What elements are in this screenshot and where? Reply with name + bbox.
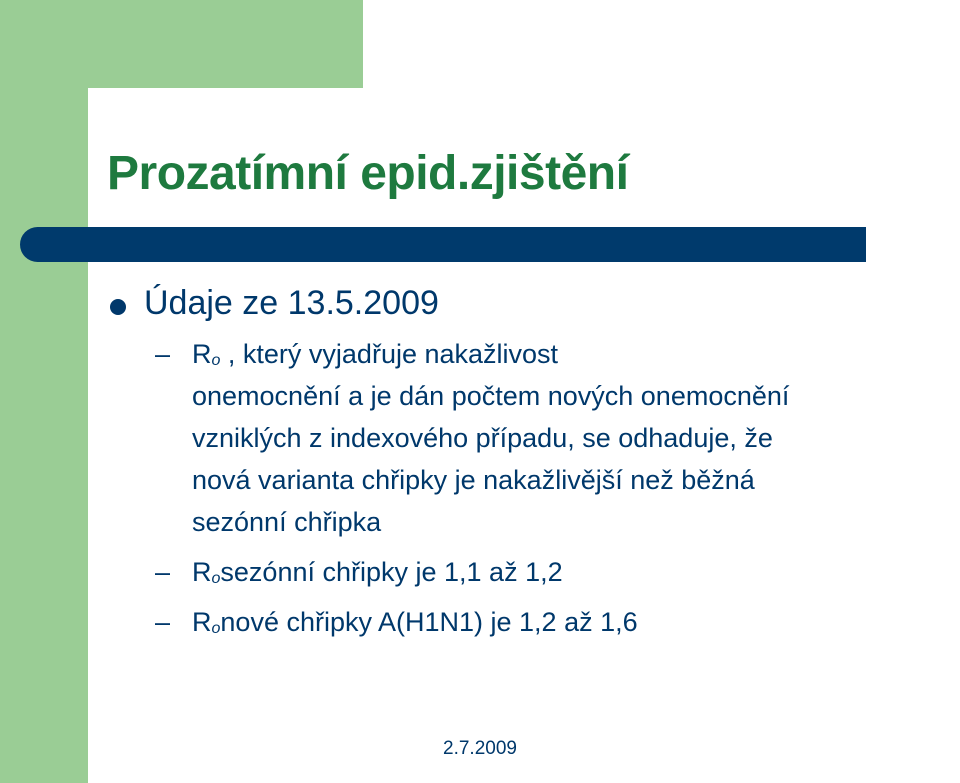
- sub-item-1-line-1: [192, 336, 558, 379]
- title-underline-bar: [20, 227, 866, 262]
- sub-item-1-line-3: vzniklých z indexového případu, se odhaduje, že: [192, 423, 773, 453]
- dash-icon: –: [155, 557, 171, 587]
- bullet-dot-icon: [110, 299, 126, 315]
- slide-title: Prozatímní epid.zjištění: [107, 147, 629, 200]
- sub-item-3-body: nové chřipky A(H1N1) je 1,2 až 1,6: [220, 607, 638, 637]
- sub-item-1-text: , který vyjadřuje nakažlivost: [220, 339, 559, 369]
- r-symbol: R: [192, 607, 212, 637]
- sub-item-1-line-4: nová varianta chřipky je nakažlivější než běžná: [192, 465, 755, 495]
- r-symbol: R: [192, 557, 212, 587]
- dash-icon: –: [155, 339, 171, 369]
- r-subscript: o: [211, 570, 221, 587]
- r-subscript: o: [211, 620, 221, 637]
- sub-item-2-text: [192, 554, 563, 597]
- dash-icon: –: [155, 607, 171, 637]
- r-symbol: R: [192, 339, 212, 369]
- sub-item-1-line-2: onemocnění a je dán počtem nových onemocnění: [192, 381, 790, 411]
- sub-item-1-line-5: sezónní chřipka: [192, 507, 382, 537]
- main-bullet-text: Údaje ze 13.5.2009: [144, 284, 439, 322]
- r-subscript: o: [211, 352, 221, 369]
- sub-item-2-body: sezónní chřipky je 1,1 až 1,2: [220, 557, 563, 587]
- sub-item-3-text: [192, 604, 638, 647]
- footer-date: 2.7.2009: [443, 738, 517, 759]
- green-frame-left: [0, 0, 88, 783]
